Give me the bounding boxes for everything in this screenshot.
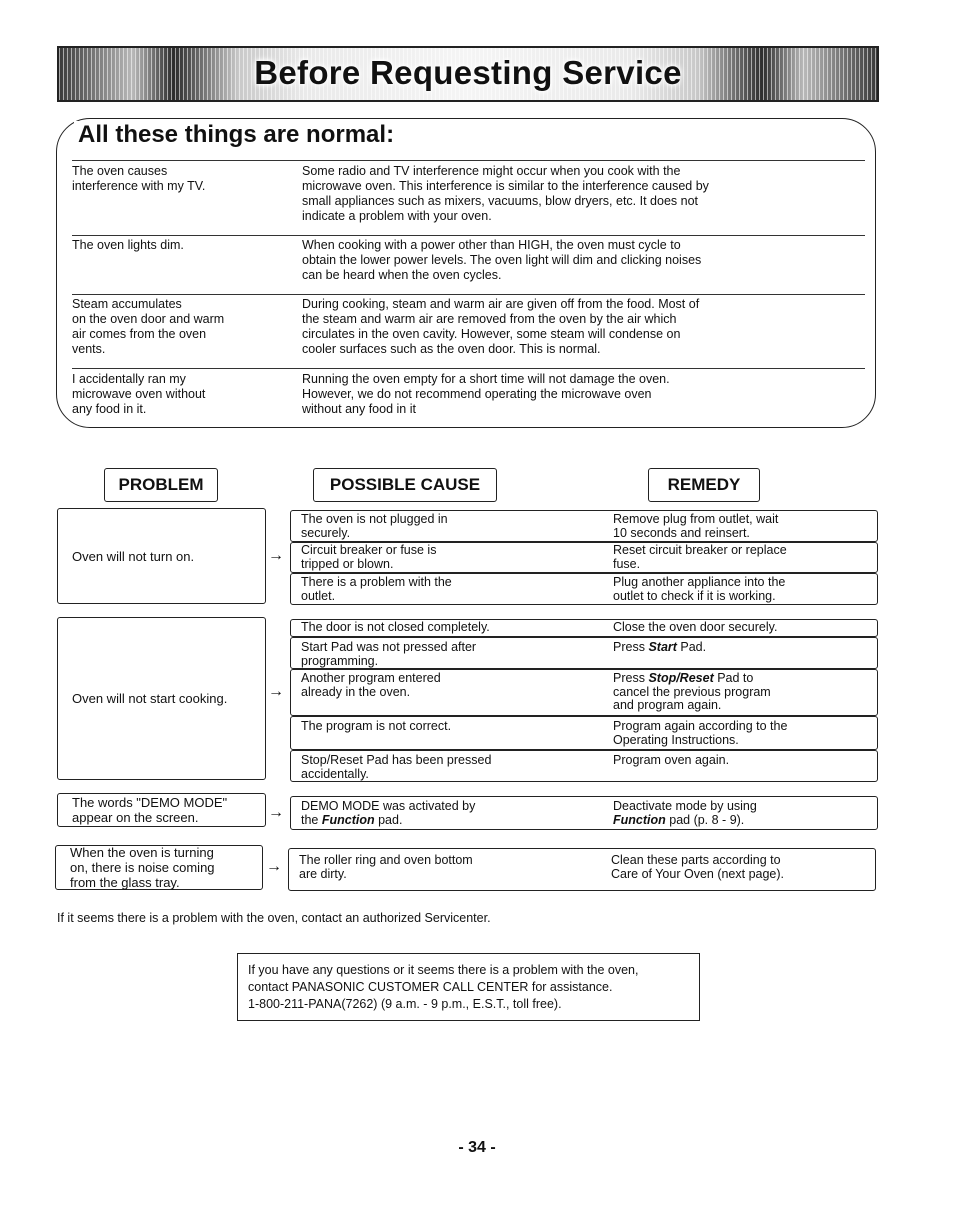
call-center-box: If you have any questions or it seems there is a problem with the oven, contact PANASONIC CUSTOMER CALL CENTER for assistance. 1-800-211-PANA(7262) (9 a.m. - 9 p.m., E.S.T., toll free). [237,953,700,1021]
cause-remedy-row [290,750,878,782]
problem-box [57,617,266,780]
cause-remedy-row [290,716,878,750]
problem-text: Oven will not start cooking. [72,691,228,706]
contact-servicenter-text: If it seems there is a problem with the oven, contact an authorized Servicenter. [57,911,491,925]
row-divider [72,235,865,236]
normal-issue: The oven causes interference with my TV. [72,164,206,193]
problem-box [57,793,266,827]
normal-section-heading: All these things are normal: [74,121,398,149]
problem-text: The words "DEMO MODE" appear on the screen. [72,795,228,825]
normal-explanation: Some radio and TV interference might occur when you cook with the microwave oven. This interference is similar to the interference caused by small appliances such as mixers, vacuums, blow dryers, etc. It does not indicate a problem with your oven. [302,164,709,223]
arrow-icon: → [268,683,284,700]
cause-text: Start Pad was not pressed after programming. [301,640,477,668]
cause-column-header: POSSIBLE CAUSE [313,468,497,502]
cause-remedy-row [290,619,878,637]
normal-explanation: Running the oven empty for a short time will not damage the oven. However, we do not recommend operating the microwave oven without any food in it [302,372,670,416]
page-title: Before Requesting Service [254,54,682,91]
problem-box [55,845,263,890]
cause-text: There is a problem with the outlet. [301,575,452,603]
cause-text: DEMO MODE was activated by the Function pad. [301,799,476,827]
cause-remedy-row [290,510,878,542]
page-number: - 34 - [458,1139,496,1156]
normal-explanation: When cooking with a power other than HIGH, the oven must cycle to obtain the lower power levels. The oven light will dim and clicking noises can be heard when the oven cycles. [302,238,702,282]
cause-text: Stop/Reset Pad has been pressed accidentally. [301,753,492,781]
normal-issue: Steam accumulates on the oven door and warm air comes from the oven vents. [72,297,225,356]
header-banner [57,46,879,102]
cause-text: Another program entered already in the oven. [301,671,441,699]
problem-box [57,508,266,604]
cause-remedy-row [290,637,878,669]
remedy-text: Plug another appliance into the outlet to check if it is working. [613,575,786,603]
cause-text: The roller ring and oven bottom are dirty. [299,853,473,881]
cause-remedy-row [288,848,876,891]
problem-column-header: PROBLEM [104,468,218,502]
cause-text: The door is not closed completely. [301,620,490,634]
cause-text: Circuit breaker or fuse is tripped or blown. [301,543,437,571]
row-divider [72,160,865,161]
arrow-icon: → [268,804,284,821]
remedy-text: Program oven again. [613,753,730,767]
remedy-text: Clean these parts according to Care of Your Oven (next page). [611,853,785,881]
remedy-text: Press Start Pad. [613,640,707,654]
remedy-text: Press Stop/Reset Pad to cancel the previous program and program again. [613,671,771,712]
remedy-text: Reset circuit breaker or replace fuse. [613,543,787,571]
remedy-text: Close the oven door securely. [613,620,778,634]
cause-remedy-row [290,573,878,605]
cause-remedy-row [290,669,878,716]
cause-remedy-row [290,796,878,830]
cause-remedy-row [290,542,878,573]
cause-text: The oven is not plugged in securely. [301,512,448,540]
problem-text: When the oven is turning on, there is noise coming from the glass tray. [70,845,215,890]
arrow-icon: → [266,858,282,875]
remedy-text: Remove plug from outlet, wait 10 seconds and reinsert. [613,512,779,540]
remedy-text: Deactivate mode by using Function pad (p. 8 - 9). [613,799,757,827]
remedy-text: Program again according to the Operating Instructions. [613,719,788,747]
row-divider [72,294,865,295]
normal-explanation: During cooking, steam and warm air are given off from the food. Most of the steam and warm air are removed from the oven by the air which circulates in the oven cavity. However, some steam will condense on cooler surfaces such as the oven door. This is normal. [302,297,700,356]
remedy-column-header: REMEDY [648,468,760,502]
arrow-icon: → [268,547,284,564]
problem-text: Oven will not turn on. [72,548,195,564]
cause-text: The program is not correct. [301,719,452,733]
normal-issue: The oven lights dim. [72,238,184,252]
row-divider [72,368,865,369]
normal-issue: I accidentally ran my microwave oven without any food in it. [72,372,206,416]
